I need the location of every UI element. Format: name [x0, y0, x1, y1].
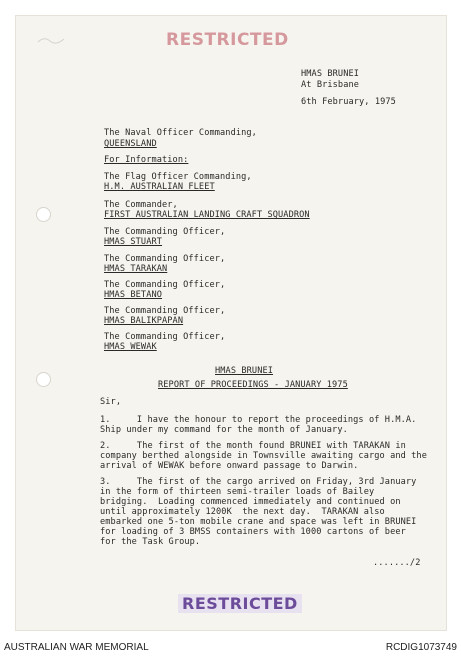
paragraph-line: for the Task Group. — [100, 537, 201, 547]
addressee-unit: QUEENSLAND — [104, 139, 157, 149]
addressee-line: The Commanding Officer, — [104, 227, 226, 237]
punch-hole-bottom — [36, 372, 51, 387]
info-label: For Information: — [104, 155, 189, 165]
archive-credit: AUSTRALIAN WAR MEMORIAL — [4, 642, 149, 653]
paragraph-line: bridging. Loading commenced immediately and continued on — [100, 497, 401, 507]
letter-date: 6th February, 1975 — [301, 97, 396, 107]
salutation: Sir, — [100, 397, 122, 407]
addressee-line: The Commanding Officer, — [104, 280, 226, 290]
addressee-line: The Commander, — [104, 200, 178, 210]
addressee-unit: HMAS WEWAK — [104, 342, 157, 352]
addressee-line: The Commanding Officer, — [104, 254, 226, 264]
addressee-unit: H.M. AUSTRALIAN FLEET — [104, 182, 215, 192]
addressee-unit: FIRST AUSTRALIAN LANDING CRAFT SQUADRON — [104, 210, 310, 220]
paragraph-line: 1. I have the honour to report the proceedings of H.M.A. — [100, 415, 417, 425]
paragraph-line: 2. The first of the month found BRUNEI with TARAKAN in — [100, 441, 406, 451]
punch-hole-top — [36, 207, 51, 222]
addressee-line: The Flag Officer Commanding, — [104, 172, 252, 182]
addressee-unit: HMAS TARAKAN — [104, 264, 168, 274]
page-continuation: ......./2 — [373, 558, 421, 568]
paragraph-line: 3. The first of the cargo arrived on Friday, 3rd January — [100, 477, 417, 487]
sender-location: At Brisbane — [301, 80, 360, 90]
report-heading-title: REPORT OF PROCEEDINGS - JANUARY 1975 — [158, 380, 348, 390]
addressee-line: The Commanding Officer, — [104, 306, 226, 316]
addressee-line: The Commanding Officer, — [104, 332, 226, 342]
paragraph-line: company berthed alongside in Townsville awaiting cargo and the — [100, 451, 427, 461]
paragraph-line: until approximately 1200K the next day. TARAKAN also — [100, 507, 385, 517]
restricted-stamp-top: RESTRICTED — [166, 30, 289, 50]
addressee-unit: HMAS BALIKPAPAN — [104, 316, 184, 326]
paragraph-line: for loading of 3 BMSS containers with 1000 cartons of beer — [100, 527, 406, 537]
paragraph-line: Ship under my command for the month of January. — [100, 425, 348, 435]
pencil-mark — [36, 34, 66, 46]
addressee-unit: HMAS STUART — [104, 237, 163, 247]
sender-ship: HMAS BRUNEI — [301, 69, 360, 79]
addressee-line: The Naval Officer Commanding, — [104, 128, 257, 138]
paragraph-line: arrival of WEWAK before onward passage to Darwin. — [100, 461, 359, 471]
archive-reference: RCDIG1073749 — [385, 642, 457, 653]
addressee-unit: HMAS BETANO — [104, 290, 163, 300]
restricted-stamp-bottom: RESTRICTED — [178, 594, 302, 613]
report-heading-ship: HMAS BRUNEI — [215, 366, 274, 376]
paragraph-line: embarked one 5-ton mobile crane and space was left in BRUNEI — [100, 517, 417, 527]
paragraph-line: in the form of thirteen semi-trailer loads of Bailey — [100, 487, 375, 497]
document-page — [16, 16, 446, 630]
